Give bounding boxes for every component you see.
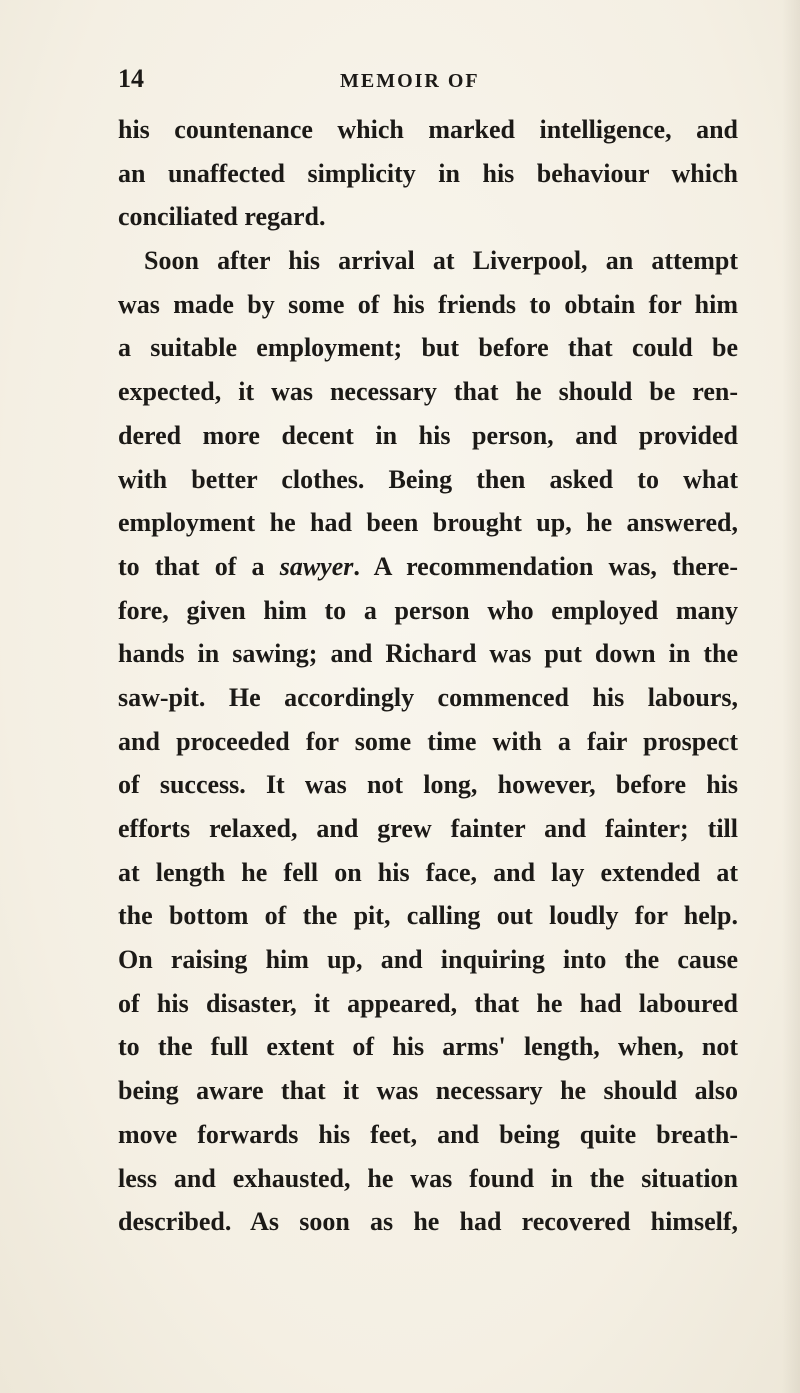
page-edge-shadow [782,0,800,1393]
text-line: was made by some of his friends to obtain for him [118,289,738,319]
text-line: and proceeded for some time with a fair prospect [118,726,738,756]
text-line: efforts relaxed, and grew fainter and fainter; till [118,814,738,843]
emphasized-word: sawyer [279,551,354,581]
text-line: expected, it was necessary that he should be ren- [118,377,738,407]
text-line: Soon after his arrival at Liverpool, an attempt [144,246,738,276]
text-line: described. As soon as he had recovered himself, [118,1207,738,1237]
text-line: conciliated regard. [118,202,326,232]
text-line: a suitable employment; but before that could be [118,333,738,363]
text-line: his countenance which marked intelligence, and [118,115,738,144]
text-line: of success. It was not long, however, before his [118,770,738,800]
text-line: hands in sawing; and Richard was put down in the [118,639,738,669]
text-line: with better clothes. Being then asked to what [118,464,738,494]
text-segment: to that of a [118,551,280,581]
text-line: On raising him up, and inquiring into the cause [118,945,738,975]
text-line-with-emphasis [118,545,738,589]
text-line: saw-pit. He accordingly commenced his labours, [118,682,738,712]
text-line: of his disaster, it appeared, that he had laboured [118,988,738,1018]
body-text [118,108,738,1244]
text-line: an unaffected simplicity in his behaviour which [118,158,738,188]
text-line: being aware that it was necessary he should also [118,1076,738,1106]
running-head [118,64,738,98]
text-line: employment he had been brought up, he answered, [118,508,738,538]
text-line: less and exhausted, he was found in the situation [118,1163,738,1193]
text-line: move forwards his feet, and being quite breath- [118,1119,738,1149]
text-line: dered more decent in his person, and provided [118,420,738,450]
text-line: at length he fell on his face, and lay extended at [118,857,738,887]
text-segment: . A recommendation was, there- [353,551,738,581]
text-line: to the full extent of his arms' length, when, not [118,1032,738,1062]
text-line: the bottom of the pit, calling out loudly for help. [118,901,738,931]
text-line: fore, given him to a person who employed many [118,595,738,625]
page-number: 14 [118,64,144,93]
running-title: MEMOIR OF [340,70,480,92]
